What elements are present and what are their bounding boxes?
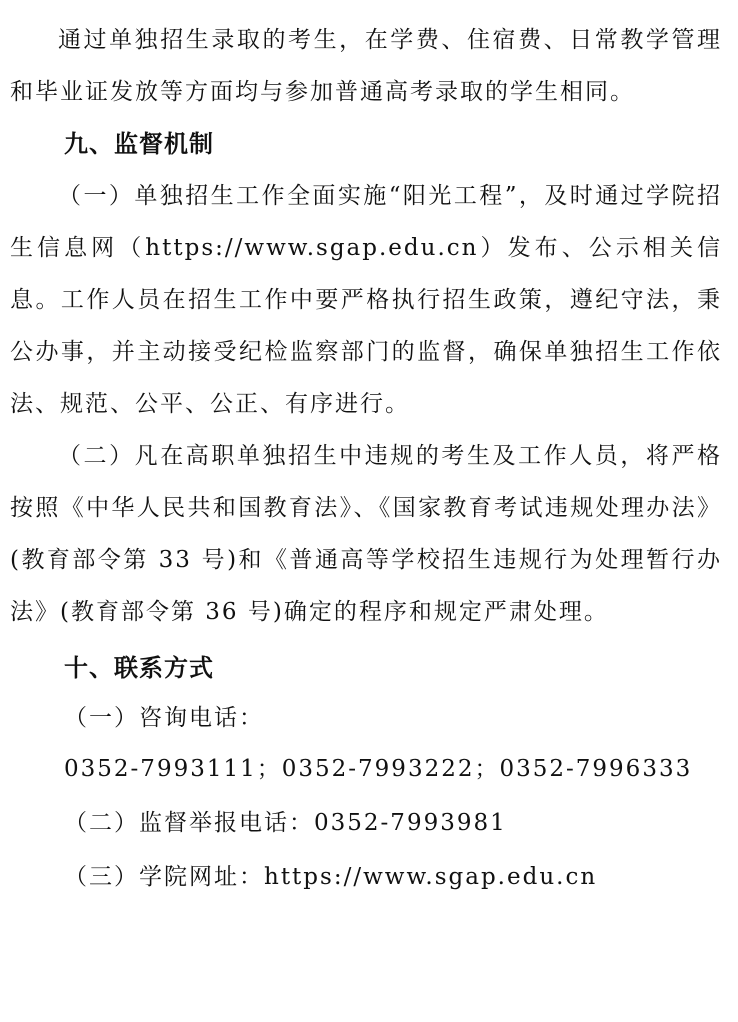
document-page [10, 14, 722, 904]
consult-phone-label: （一）咨询电话： [64, 705, 264, 731]
section-9-paragraph-1: （一）单独招生工作全面实施“阳光工程”，及时通过学院招生信息网（https://www.sgap.edu.cn）发布、公示相关信息。工作人员在招生工作中要严格执行招生政策，遵纪守法，秉公办事，并主动接受纪检监察部门的监督，确保单独招生工作依法、规范、公平、公正、有序进行。 [10, 183, 722, 417]
intro-paragraph: 通过单独招生录取的考生，在学费、住宿费、日常教学管理和毕业证发放等方面均与参加普通高考录取的学生相同。 [10, 27, 722, 105]
section-10-heading: 十、联系方式 [64, 654, 214, 682]
report-phone: （二）监督举报电话：0352-7993981 [64, 810, 507, 836]
section-9-heading: 九、监督机制 [64, 130, 214, 158]
section-9-paragraph-2: （二）凡在高职单独招生中违规的考生及工作人员，将严格按照《中华人民共和国教育法》、《国家教育考试违规处理办法》(教育部令第 33 号)和《普通高等学校招生违规行为处理暂行办法》(教育部令第 36 号)确定的程序和规定严肃处理。 [10, 443, 722, 625]
college-website: （三）学院网址：https://www.sgap.edu.cn [64, 864, 598, 890]
consult-phone-numbers: 0352-7993111；0352-7993222；0352-7996333 [64, 756, 693, 782]
